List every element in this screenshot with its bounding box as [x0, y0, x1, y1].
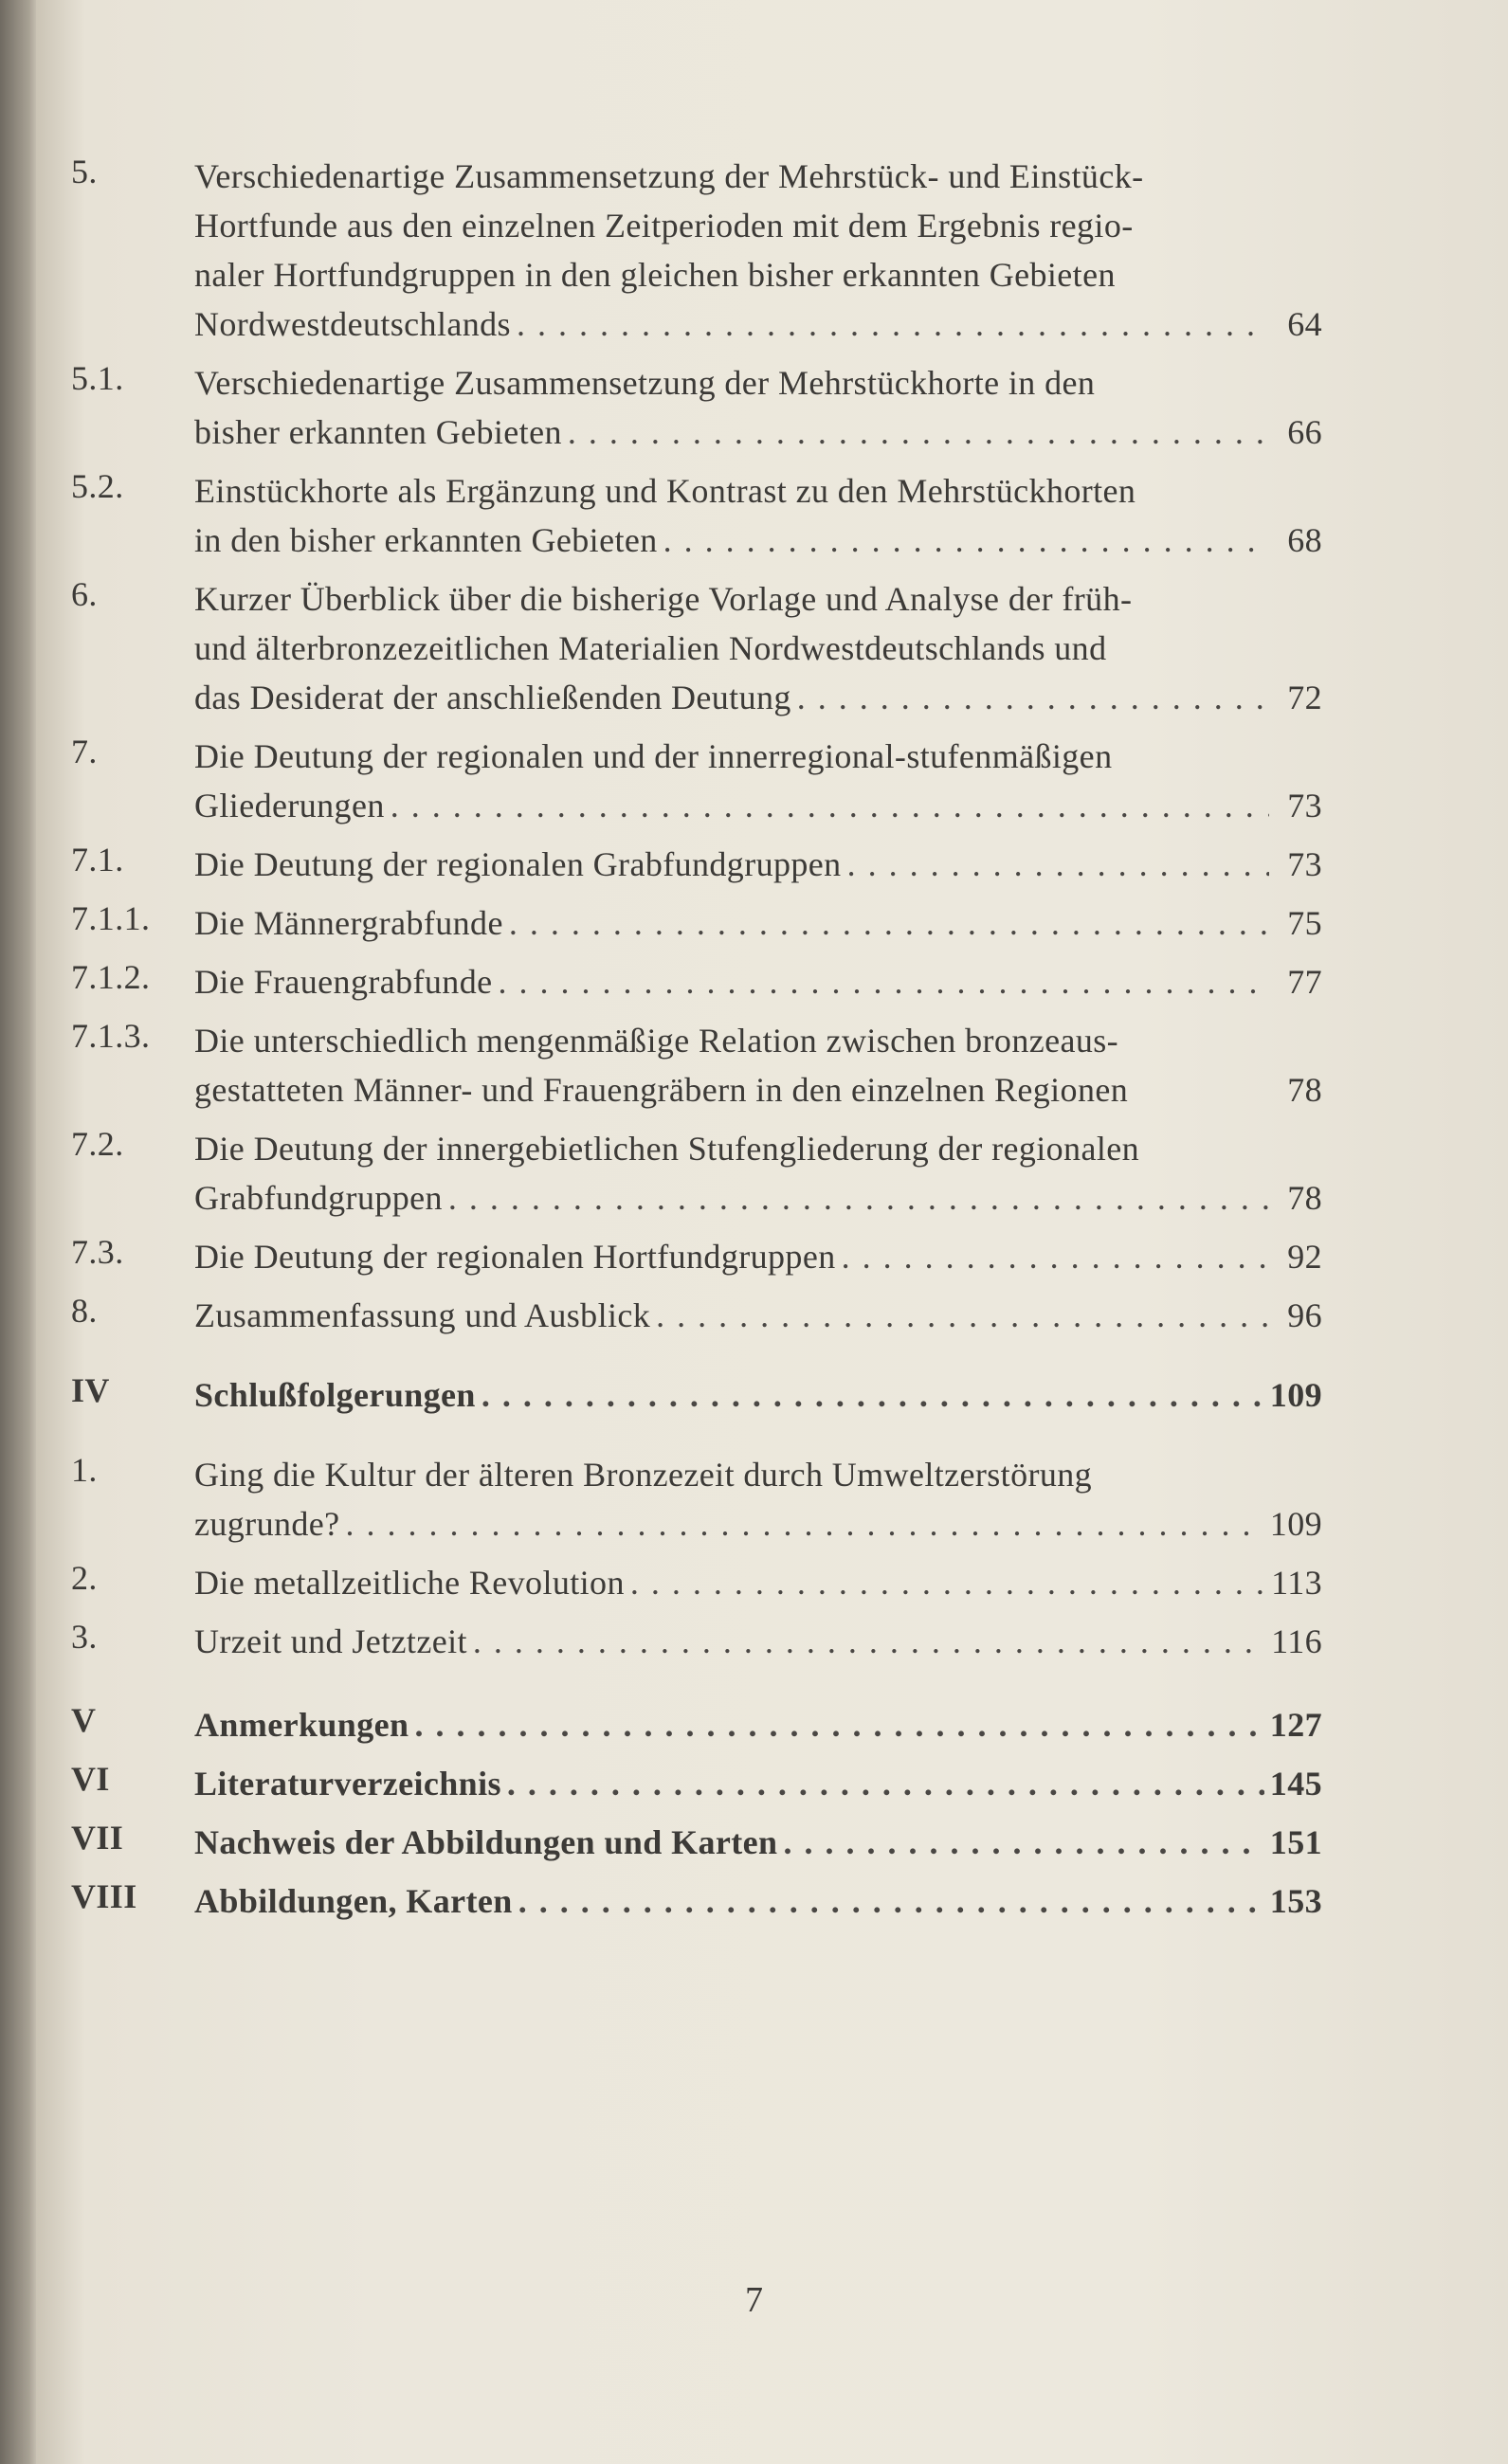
- toc-entry: [71, 1124, 1322, 1223]
- toc-page-number: 73: [1287, 845, 1322, 883]
- toc-entry-leader-line: [194, 1232, 1322, 1281]
- toc-entry-number: 3.: [71, 1618, 98, 1656]
- dot-leader: [509, 898, 1269, 948]
- toc-entry-leader-line: [194, 408, 1322, 457]
- toc-page-number: 109: [1269, 1376, 1322, 1414]
- dot-leader: [473, 1617, 1265, 1666]
- toc-entry-number: 7.3.: [71, 1233, 124, 1271]
- toc-entry: [71, 957, 1322, 1006]
- toc-entry: [71, 1370, 1322, 1420]
- toc-entry-title-line: Kurzer Überblick über die bisherige Vorlage und Analyse der früh-: [194, 580, 1133, 618]
- toc-entry: [71, 1876, 1322, 1926]
- toc-entry-title: zugrunde?: [194, 1505, 340, 1543]
- toc-entry-leader-line: [194, 516, 1322, 565]
- toc-entry-title: Nordwestdeutschlands: [194, 305, 511, 343]
- toc-page-number: 116: [1271, 1622, 1322, 1660]
- toc-entry-number: 5.2.: [71, 467, 124, 505]
- toc-entry: [71, 1232, 1322, 1281]
- dot-leader: [847, 840, 1269, 889]
- toc-entry-title: Zusammenfassung und Ausblick: [194, 1296, 651, 1334]
- dot-leader: [783, 1818, 1263, 1867]
- toc-page-number: 145: [1269, 1765, 1322, 1803]
- toc-entry-title: Grabfundgruppen: [194, 1179, 443, 1217]
- dot-leader: [842, 1232, 1269, 1281]
- toc-entry: [71, 358, 1322, 457]
- toc-entry-title: Schlußfolgerungen: [194, 1376, 476, 1414]
- toc-page-number: 78: [1287, 1179, 1322, 1217]
- toc-entry-number: 1.: [71, 1451, 98, 1489]
- toc-entry: [71, 1450, 1322, 1549]
- toc-entry-title: gestatteten Männer- und Frauengräbern in den einzelnen Regionen: [194, 1071, 1129, 1109]
- toc-page-number: 73: [1287, 787, 1322, 824]
- page-number: 7: [745, 2280, 763, 2320]
- toc-page-number: 113: [1271, 1564, 1322, 1602]
- toc-entry-leader-line: [194, 1617, 1322, 1666]
- toc-entry-title-line: Verschiedenartige Zusammensetzung der Mehrstück- und Einstück-: [194, 157, 1144, 195]
- toc-entry-title-line: Verschiedenartige Zusammensetzung der Mehrstückhorte in den: [194, 364, 1096, 402]
- dot-leader: [414, 1700, 1263, 1749]
- toc-entry-leader-line: [194, 1173, 1322, 1223]
- toc-entry-title: Anmerkungen: [194, 1706, 409, 1744]
- dot-leader: [797, 673, 1269, 722]
- toc-entry-leader-line: [194, 781, 1322, 830]
- toc-entry-leader-line: [194, 1499, 1322, 1549]
- toc-entry: [71, 574, 1322, 722]
- dot-leader: [517, 299, 1269, 349]
- toc-entry-leader-line: [194, 299, 1322, 349]
- dot-leader: [630, 1558, 1265, 1607]
- toc-entry-leader-line: [194, 898, 1322, 948]
- dot-leader: [391, 781, 1269, 830]
- toc-entry-number: 7.1.: [71, 841, 124, 879]
- dot-leader: [518, 1876, 1264, 1926]
- toc-entry-number: 2.: [71, 1559, 98, 1597]
- toc-entry-number: 6.: [71, 575, 98, 613]
- toc-page-number: 127: [1269, 1706, 1322, 1744]
- toc-entry: [71, 1617, 1322, 1666]
- toc-entry-leader-line: [194, 1370, 1322, 1420]
- toc-entry-number: 7.1.3.: [71, 1017, 151, 1055]
- toc-entry-number: VI: [71, 1760, 110, 1798]
- toc-entry: [71, 152, 1322, 349]
- toc-page-number: 72: [1287, 679, 1322, 716]
- dot-leader: [663, 516, 1269, 565]
- toc-page-number: 77: [1287, 963, 1322, 1001]
- dot-leader: [656, 1291, 1269, 1340]
- book-spine-shadow: [0, 0, 36, 2464]
- toc-entry-title: Die Männergrabfunde: [194, 904, 503, 942]
- toc-page-number: 75: [1287, 904, 1322, 942]
- toc-entry-number: 8.: [71, 1292, 98, 1330]
- toc-page-number: 151: [1269, 1823, 1322, 1861]
- toc-entry-title-line: Die unterschiedlich mengenmäßige Relation zwischen bronzeaus-: [194, 1022, 1119, 1060]
- dot-leader: [346, 1499, 1264, 1549]
- dot-leader: [568, 408, 1269, 457]
- toc-entry-number: IV: [71, 1371, 110, 1409]
- toc-entry: [71, 1818, 1322, 1867]
- toc-entry-number: 5.1.: [71, 359, 124, 397]
- toc-entry-title-line: Hortfunde aus den einzelnen Zeitperioden mit dem Ergebnis regio-: [194, 207, 1134, 245]
- toc-entry: [71, 1291, 1322, 1340]
- toc-entry-title-line: und älterbronzezeitlichen Materialien Nordwestdeutschlands und: [194, 629, 1107, 667]
- toc-entry-number: VIII: [71, 1877, 137, 1915]
- toc-entry-title-line: Einstückhorte als Ergänzung und Kontrast zu den Mehrstückhorten: [194, 472, 1136, 510]
- toc-entry: [71, 466, 1322, 565]
- toc-entry-title: das Desiderat der anschließenden Deutung: [194, 679, 791, 716]
- toc-entry-title-line: Die Deutung der innergebietlichen Stufengliederung der regionalen: [194, 1130, 1139, 1168]
- toc-entry-leader-line: [194, 1876, 1322, 1926]
- table-of-contents: [71, 152, 1322, 1926]
- toc-page-number: 153: [1269, 1882, 1322, 1920]
- toc-entry: [71, 1700, 1322, 1749]
- toc-entry: [71, 1759, 1322, 1808]
- dot-leader: [507, 1759, 1264, 1808]
- toc-entry: [71, 898, 1322, 948]
- toc-page-number: 66: [1287, 413, 1322, 451]
- toc-entry: [71, 1558, 1322, 1607]
- toc-entry-number: 7.1.1.: [71, 899, 151, 937]
- toc-entry-title: in den bisher erkannten Gebieten: [194, 521, 658, 559]
- toc-entry-leader-line: [194, 1759, 1322, 1808]
- toc-page-number: 96: [1287, 1296, 1322, 1334]
- toc-entry: [71, 1016, 1322, 1114]
- toc-entry-title-line: naler Hortfundgruppen in den gleichen bisher erkannten Gebieten: [194, 256, 1116, 294]
- toc-entry: [71, 840, 1322, 889]
- toc-entry-leader-line: [194, 1700, 1322, 1749]
- toc-entry-leader-line: [194, 673, 1322, 722]
- toc-entry: [71, 732, 1322, 830]
- toc-entry-leader-line: [194, 957, 1322, 1006]
- toc-entry-title: Literaturverzeichnis: [194, 1765, 501, 1803]
- toc-entry-title: Gliederungen: [194, 787, 385, 824]
- toc-page-number: 68: [1287, 521, 1322, 559]
- toc-entry-title: Die metallzeitliche Revolution: [194, 1564, 625, 1602]
- toc-page-number: 92: [1287, 1238, 1322, 1276]
- toc-entry-title: Die Deutung der regionalen Hortfundgruppen: [194, 1238, 836, 1276]
- dot-leader: [448, 1173, 1269, 1223]
- toc-entry-title-line: Ging die Kultur der älteren Bronzezeit durch Umweltzerstörung: [194, 1456, 1093, 1494]
- toc-entry-leader-line: [194, 1558, 1322, 1607]
- toc-page-number: 109: [1269, 1505, 1322, 1543]
- toc-entry-leader-line: [194, 1291, 1322, 1340]
- dot-leader: [498, 957, 1269, 1006]
- toc-page-number: 78: [1287, 1071, 1322, 1109]
- toc-page-number: 64: [1287, 305, 1322, 343]
- toc-entry-title: Nachweis der Abbildungen und Karten: [194, 1823, 778, 1861]
- toc-entry-number: VII: [71, 1819, 124, 1857]
- toc-entry-title: Die Frauengrabfunde: [194, 963, 493, 1001]
- toc-entry-leader-line: [194, 1065, 1322, 1114]
- toc-entry-title-line: Die Deutung der regionalen und der innerregional-stufenmäßigen: [194, 737, 1113, 775]
- toc-entry-title: Urzeit und Jetztzeit: [194, 1622, 467, 1660]
- toc-entry-number: 7.: [71, 733, 98, 770]
- toc-entry-title: bisher erkannten Gebieten: [194, 413, 562, 451]
- toc-entry-title: Abbildungen, Karten: [194, 1882, 513, 1920]
- toc-entry-number: V: [71, 1701, 97, 1739]
- dot-leader: [481, 1370, 1264, 1420]
- toc-entry-leader-line: [194, 840, 1322, 889]
- toc-entry-title: Die Deutung der regionalen Grabfundgruppen: [194, 845, 842, 883]
- toc-entry-number: 7.1.2.: [71, 958, 151, 996]
- toc-entry-number: 7.2.: [71, 1125, 124, 1163]
- toc-entry-number: 5.: [71, 153, 98, 190]
- toc-entry-leader-line: [194, 1818, 1322, 1867]
